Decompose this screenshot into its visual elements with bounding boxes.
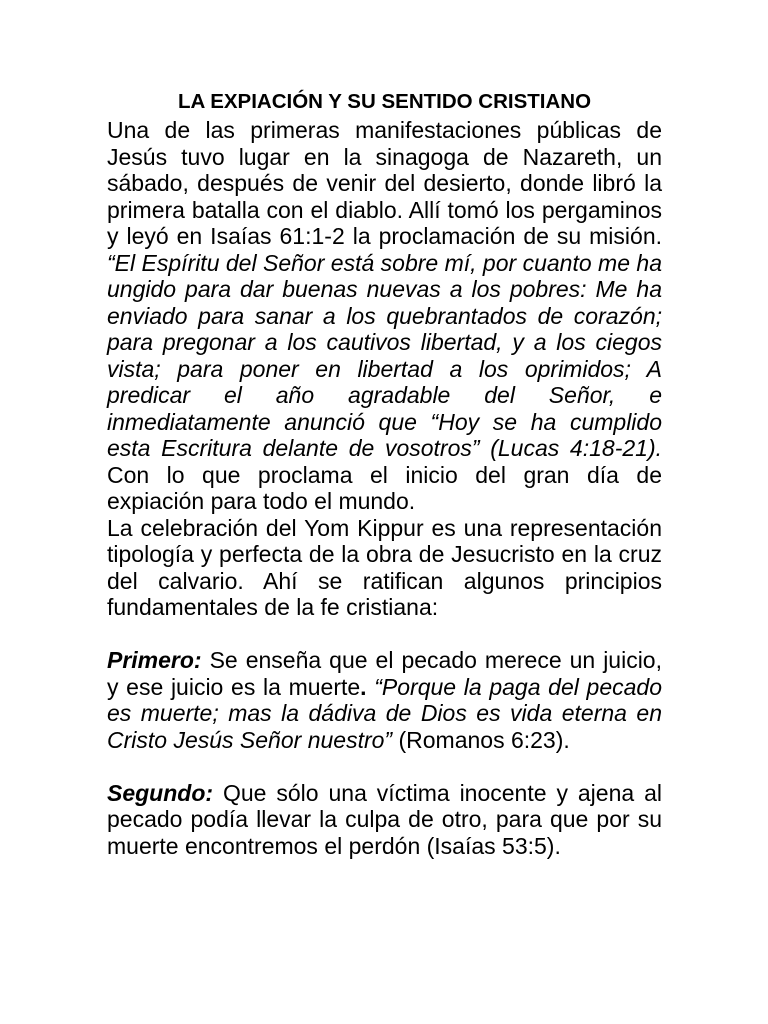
paragraph-intro-conclusion: Con lo que proclama el inicio del gran día de expiación para todo el mundo.: [107, 461, 662, 514]
paragraph-intro-text: Una de las primeras manifestaciones públicas de Jesús tuvo lugar en la sinagoga de Nazareth, un sábado, después de venir del desierto, donde libró la primera batalla con el diablo. Allí tomó los pergaminos y leyó en Isaías 61:1-2 la proclamación de su misión.: [107, 117, 662, 249]
segundo-text: Que sólo una víctima inocente y ajena al pecado podía llevar la culpa de otro, para que por su muerte encontremos el perdón (Isaías 53:5).: [107, 779, 662, 859]
paragraph-yom-kippur: La celebración del Yom Kippur es una representación tipología y perfecta de la obra de Jesucristo en la cruz del calvario. Ahí se ratifican algunos principios fundamentales de la fe cristiana:: [107, 514, 662, 620]
isaiah-quote: “El Espíritu del Señor está sobre mí, por cuanto me ha ungido para dar buenas nuevas a los pobres: Me ha enviado para sanar a los quebrantados de corazón; para pregonar a los cautivos libertad, y a los ciegos vista; para poner en libertad a los oprimidos; A predicar el año agradable del Señor, e inmediatamente anunció que “Hoy se ha cumplido esta Escritura delante de vosotros” (Lucas 4:18-21).: [107, 249, 662, 461]
document-title: LA EXPIACIÓN Y SU SENTIDO CRISTIANO: [177, 90, 592, 113]
primero-label: Primero:: [107, 647, 202, 673]
paragraph-primero: [107, 647, 662, 753]
paragraph-segundo: [107, 780, 662, 860]
primero-text: Se enseña que el pecado merece un juicio, y ese juicio es la muerte: [107, 647, 662, 700]
paragraph-intro: [107, 117, 662, 515]
romanos-quote: “Porque la paga del pecado es muerte; mas la dádiva de Dios es vida eterna en Cristo Jesús Señor nuestro”: [107, 673, 662, 753]
romanos-reference: (Romanos 6:23).: [392, 726, 570, 753]
paragraph-spacer: [107, 753, 662, 780]
document-page: [107, 90, 662, 859]
primero-period: .: [360, 673, 367, 700]
segundo-label: Segundo:: [107, 779, 214, 806]
paragraph-spacer: [107, 621, 662, 648]
